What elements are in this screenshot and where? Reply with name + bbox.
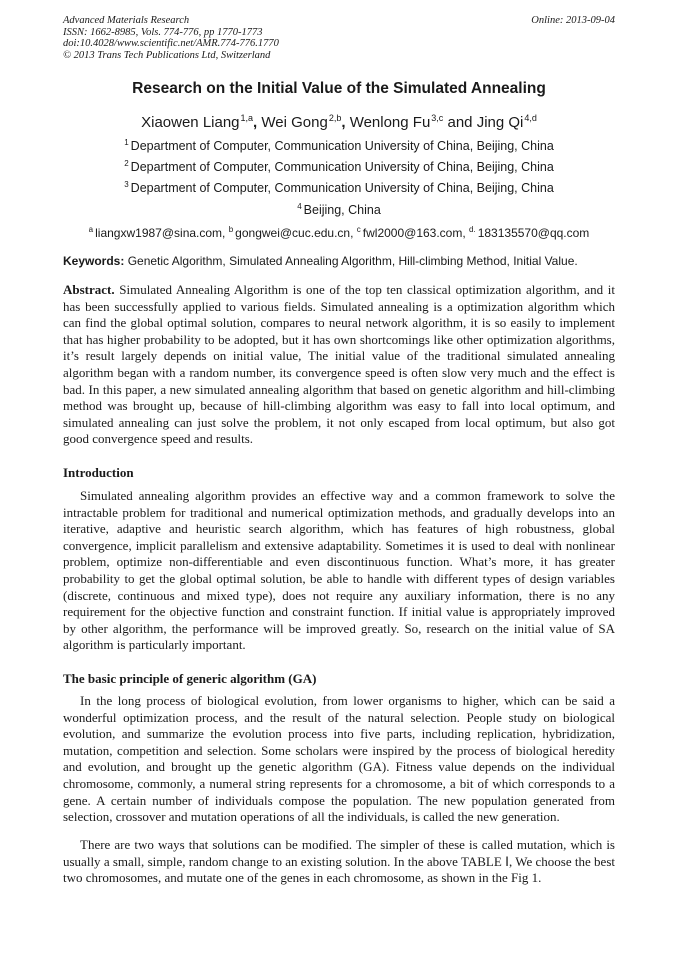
author-sup: 4,d bbox=[524, 113, 537, 123]
online-date: Online: 2013-09-04 bbox=[531, 15, 615, 26]
email-list bbox=[0, 225, 678, 240]
affiliation-text: Department of Computer, Communication University of China, Beijing, China bbox=[130, 181, 554, 195]
affiliation-1 bbox=[0, 138, 678, 153]
ga-paragraph-1: In the long process of biological evolution, from lower organisms to higher, which can be said a wonderful optimization process, and the result of the natural selection. People study on biological evolution, and summarize the evolution process into five parts, including replication, hybridization, mutation, competition and selection. Some scholars were inspired by the process of biological heredity and evolution, and brought up the genetic algorithm (GA). Fitness value depends on the individual chromosome, commonly, a numeral string represents for a chromosome, a bit of which corresponds to a gene. A certain number of individuals compose the population. The new population generated from selection, crossover and mutation operations of all the individuals, is called the new generation. bbox=[63, 693, 615, 825]
email[interactable]: gongwei@cuc.edu.cn, bbox=[235, 226, 354, 240]
affiliation-2 bbox=[0, 159, 678, 174]
affiliation-4 bbox=[0, 202, 678, 217]
introduction-paragraph: Simulated annealing algorithm provides an effective way and a common framework to solve the intractable problem for traditional and numerical optimization methods, and gradually develops into an iterative, adaptive and heuristic search algorithm, which has features of high robustness, global convergence, implicit parallelism and extensive adaptability. Sometimes it is used to deal with nonlinear problem, optimize non-differentiable and even discontinuous function. What’s more, it has greater probability to get the global optimal solution, be able to handle with different types of design variables (discrete, continuous and mixed type), does not require any auxiliary information, there is no any requirement for the objective function and constraint function. If initial value is appropriately improved by other algorithm, the performance will be improved greatly. So, research on the initial value of SA algorithm is particularly important. bbox=[63, 488, 615, 653]
author-name: Xiaowen Liang bbox=[141, 114, 240, 131]
affiliation-sup: 4 bbox=[297, 202, 302, 211]
email[interactable]: fwl2000@163.com, bbox=[362, 226, 466, 240]
abstract-text: Simulated Annealing Algorithm is one of the top ten classical optimization algorithm, and it has been successfully applied to various fields. Simulated annealing is a optimization algorithm which can find the global optimal solution, compares to neural network algorithm, it is so easily to implement that has higher probability to be adopted, but it has own shortcomings like other optimization algorithms, it’s result largely depends on initial value, The initial value of the traditional simulated annealing algorithm began with a random number, its convergence speed is often slow very much and the effect is bad. In this paper, a new simulated annealing algorithm that based on genetic algorithm and hill-climbing method was brought up, because of hill-climbing algorithm was easy to fall into local optimum, and simulated annealing can just solve the problem, it not only escaped from local optimum, but also got good convergence speed and results. bbox=[63, 282, 616, 447]
issn-line: ISSN: 1662-8985, Vols. 774-776, pp 1770-1773 bbox=[63, 26, 263, 38]
author-list: Xiaowen Liang$^{1,a}$, Wei Gong$^{2,b}$, Wenlong Fu$^{3,c}$ and Jing Qi$^{4,d}$ bbox=[141, 113, 537, 131]
ga-section-heading: The basic principle of generic algorithm (GA) bbox=[63, 671, 317, 686]
keywords bbox=[63, 254, 615, 268]
affiliation-sup: 1 bbox=[124, 138, 129, 147]
keywords-label: Keywords: bbox=[63, 254, 125, 268]
affiliation-3 bbox=[0, 180, 678, 195]
doi-line: doi:10.4028/www.scientific.net/AMR.774-776.1770 bbox=[63, 38, 279, 49]
author-name: Wei Gong bbox=[261, 114, 328, 131]
journal-name: Advanced Materials Research bbox=[63, 15, 190, 26]
abstract bbox=[63, 282, 615, 448]
ga-paragraph-2: There are two ways that solutions can be modified. The simpler of these is called mutation, which is usually a small, simple, random change to an existing solution. In the above TABLE Ⅰ, We choose the best two chromosomes, and mutate one of the genes in each chromosome, as shown in the Fig 1. bbox=[63, 837, 615, 886]
paper-title: Research on the Initial Value of the Simulated Annealing bbox=[132, 80, 546, 97]
email-sup: d. bbox=[469, 225, 476, 234]
email-sup: c bbox=[356, 225, 361, 234]
email[interactable]: liangxw1987@sina.com, bbox=[95, 226, 226, 240]
author-sup: 3,c bbox=[431, 113, 444, 123]
affiliation-text: Beijing, China bbox=[303, 203, 381, 217]
keywords-text: Genetic Algorithm, Simulated Annealing Algorithm, Hill-climbing Method, Initial Value. bbox=[127, 254, 578, 268]
email-sup: b bbox=[228, 225, 234, 234]
copyright-line: © 2013 Trans Tech Publications Ltd, Switzerland bbox=[63, 49, 271, 61]
introduction-heading: Introduction bbox=[63, 465, 134, 480]
abstract-label: Abstract. bbox=[63, 282, 115, 297]
email-sup: a bbox=[88, 225, 94, 234]
affiliation-text: Department of Computer, Communication University of China, Beijing, China bbox=[130, 160, 554, 174]
publication-header bbox=[63, 15, 615, 61]
email[interactable]: 183135570@qq.com bbox=[477, 226, 590, 240]
author-name: Jing Qi bbox=[476, 114, 524, 131]
affiliation-sup: 2 bbox=[124, 159, 129, 168]
author-name: Wenlong Fu bbox=[349, 114, 431, 131]
author-conjunction: and bbox=[447, 114, 473, 131]
author-sup: 1,a bbox=[240, 113, 254, 123]
affiliation-text: Department of Computer, Communication University of China, Beijing, China bbox=[130, 139, 554, 153]
author-sup: 2,b bbox=[328, 113, 342, 123]
affiliation-sup: 3 bbox=[124, 180, 129, 189]
